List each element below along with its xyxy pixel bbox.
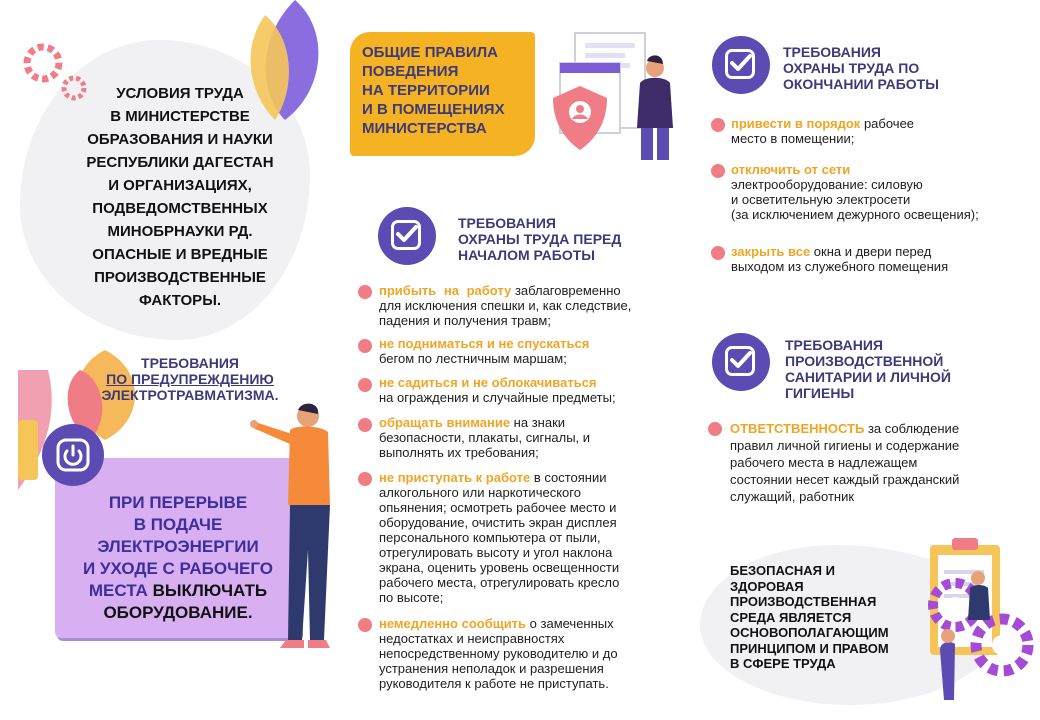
bullet-icon: [358, 618, 372, 632]
after-work-check-icon: [712, 36, 770, 94]
presenter-illustration: [250, 400, 350, 700]
electro-title: ТРЕБОВАНИЯ ПО ПРЕДУПРЕЖДЕНИЮ ЭЛЕКТРОТРАВМАТИЗМА.: [101, 355, 279, 403]
bullet-icon: [358, 378, 372, 392]
bullet-icon: [358, 472, 372, 486]
hygiene-check-icon: [712, 333, 770, 391]
before-work-item-6: немедленно сообщить о замеченных недостатках и неисправностях непосредственному руководителю и до устранения неполадок и разрешения руководителя к работе не приступать.: [379, 616, 618, 691]
before-work-item-4: обращать внимание на знаки безопасности, плакаты, сигналы, и выполнять их требования;: [379, 415, 591, 460]
bullet-icon: [711, 246, 725, 260]
electro-panel-ribbon: [18, 420, 38, 480]
before-work-title: ТРЕБОВАНИЯ ОХРАНЫ ТРУДА ПЕРЕД НАЧАЛОМ РАБОТЫ: [458, 215, 622, 263]
hygiene-item: ОТВЕТСТВЕННОСТЬ за соблюдение правил личной гигиены и содержание рабочего места в надлежащем состоянии несет каждый гражданский служащий, работник: [730, 421, 960, 504]
general-rules-title: ОБЩИЕ ПРАВИЛА ПОВЕДЕНИЯ НА ТЕРРИТОРИИ И В ПОМЕЩЕНИЯХ МИНИСТЕРСТВА: [362, 44, 505, 137]
bullet-icon: [358, 285, 372, 299]
before-work-item-3: не садиться и не облокачиваться на ограждения и случайные предметы;: [379, 375, 616, 405]
bullet-icon: [711, 118, 725, 132]
before-work-item-1: прибыть на работу заблаговременно для исключения спешки и, как следствие, падения и получения травм;: [379, 283, 632, 328]
bullet-icon: [711, 164, 725, 178]
working-conditions-title: УСЛОВИЯ ТРУДА В МИНИСТЕРСТВЕ ОБРАЗОВАНИЯ И НАУКИ РЕСПУБЛИКИ ДАГЕСТАН И ОРГАНИЗАЦИЯХ, ПОДВЕДОМСТВЕННЫХ МИНОБРНАУКИ РД. ОПАСНЫЕ И ВРЕДНЫЕ ПРОИЗВОДСТВЕННЫЕ ФАКТОРЫ.: [86, 85, 274, 309]
after-work-title: ТРЕБОВАНИЯ ОХРАНЫ ТРУДА ПО ОКОНЧАНИИ РАБОТЫ: [783, 44, 939, 92]
safe-environment-text: БЕЗОПАСНАЯ И ЗДОРОВАЯ ПРОИЗВОДСТВЕННАЯ СРЕДА ЯВЛЯЕТСЯ ОСНОВОПОЛАГАЮЩИМ ПРИНЦИПОМ И ПРАВОМ В СФЕРЕ ТРУДА: [730, 563, 889, 671]
before-work-check-icon: [378, 207, 436, 265]
before-work-item-5: не приступать к работе в состоянии алкогольного или наркотического опьянения; осмотреть рабочее место и оборудование, очистить экран дисплея персонального компьютера от пыли, отрегулировать высоту и угол наклона экрана, оценить уровень освещенности рабочего места, отрегулировать кресло по высоте;: [379, 470, 620, 605]
bullet-icon: [358, 418, 372, 432]
after-work-item-3: закрыть все окна и двери перед выходом из служебного помещения: [731, 244, 949, 274]
bullet-icon: [358, 339, 372, 353]
bullet-icon: [708, 422, 722, 436]
power-icon: [42, 424, 104, 486]
after-work-item-1: привести в порядок рабочее место в помещении;: [731, 116, 915, 146]
after-work-item-2: отключить от сети электрооборудование: силовую и осветительную электросети (за исключением дежурного освещения);: [731, 162, 979, 222]
electro-panel-text: ПРИ ПЕРЕРЫВЕ В ПОДАЧЕ ЭЛЕКТРОЭНЕРГИИ И УХОДЕ С РАБОЧЕГО МЕСТА ВЫКЛЮЧАТЬ ОБОРУДОВАНИЕ.: [82, 493, 274, 622]
before-work-item-2: не подниматься и не спускаться бегом по лестничным маршам;: [379, 336, 590, 366]
hygiene-title: ТРЕБОВАНИЯ ПРОИЗВОДСТВЕННОЙ САНИТАРИИ И ЛИЧНОЙ ГИГИЕНЫ: [785, 337, 951, 401]
gears-clipboard-illustration: [900, 530, 1035, 710]
security-shield-illustration: [545, 28, 695, 163]
